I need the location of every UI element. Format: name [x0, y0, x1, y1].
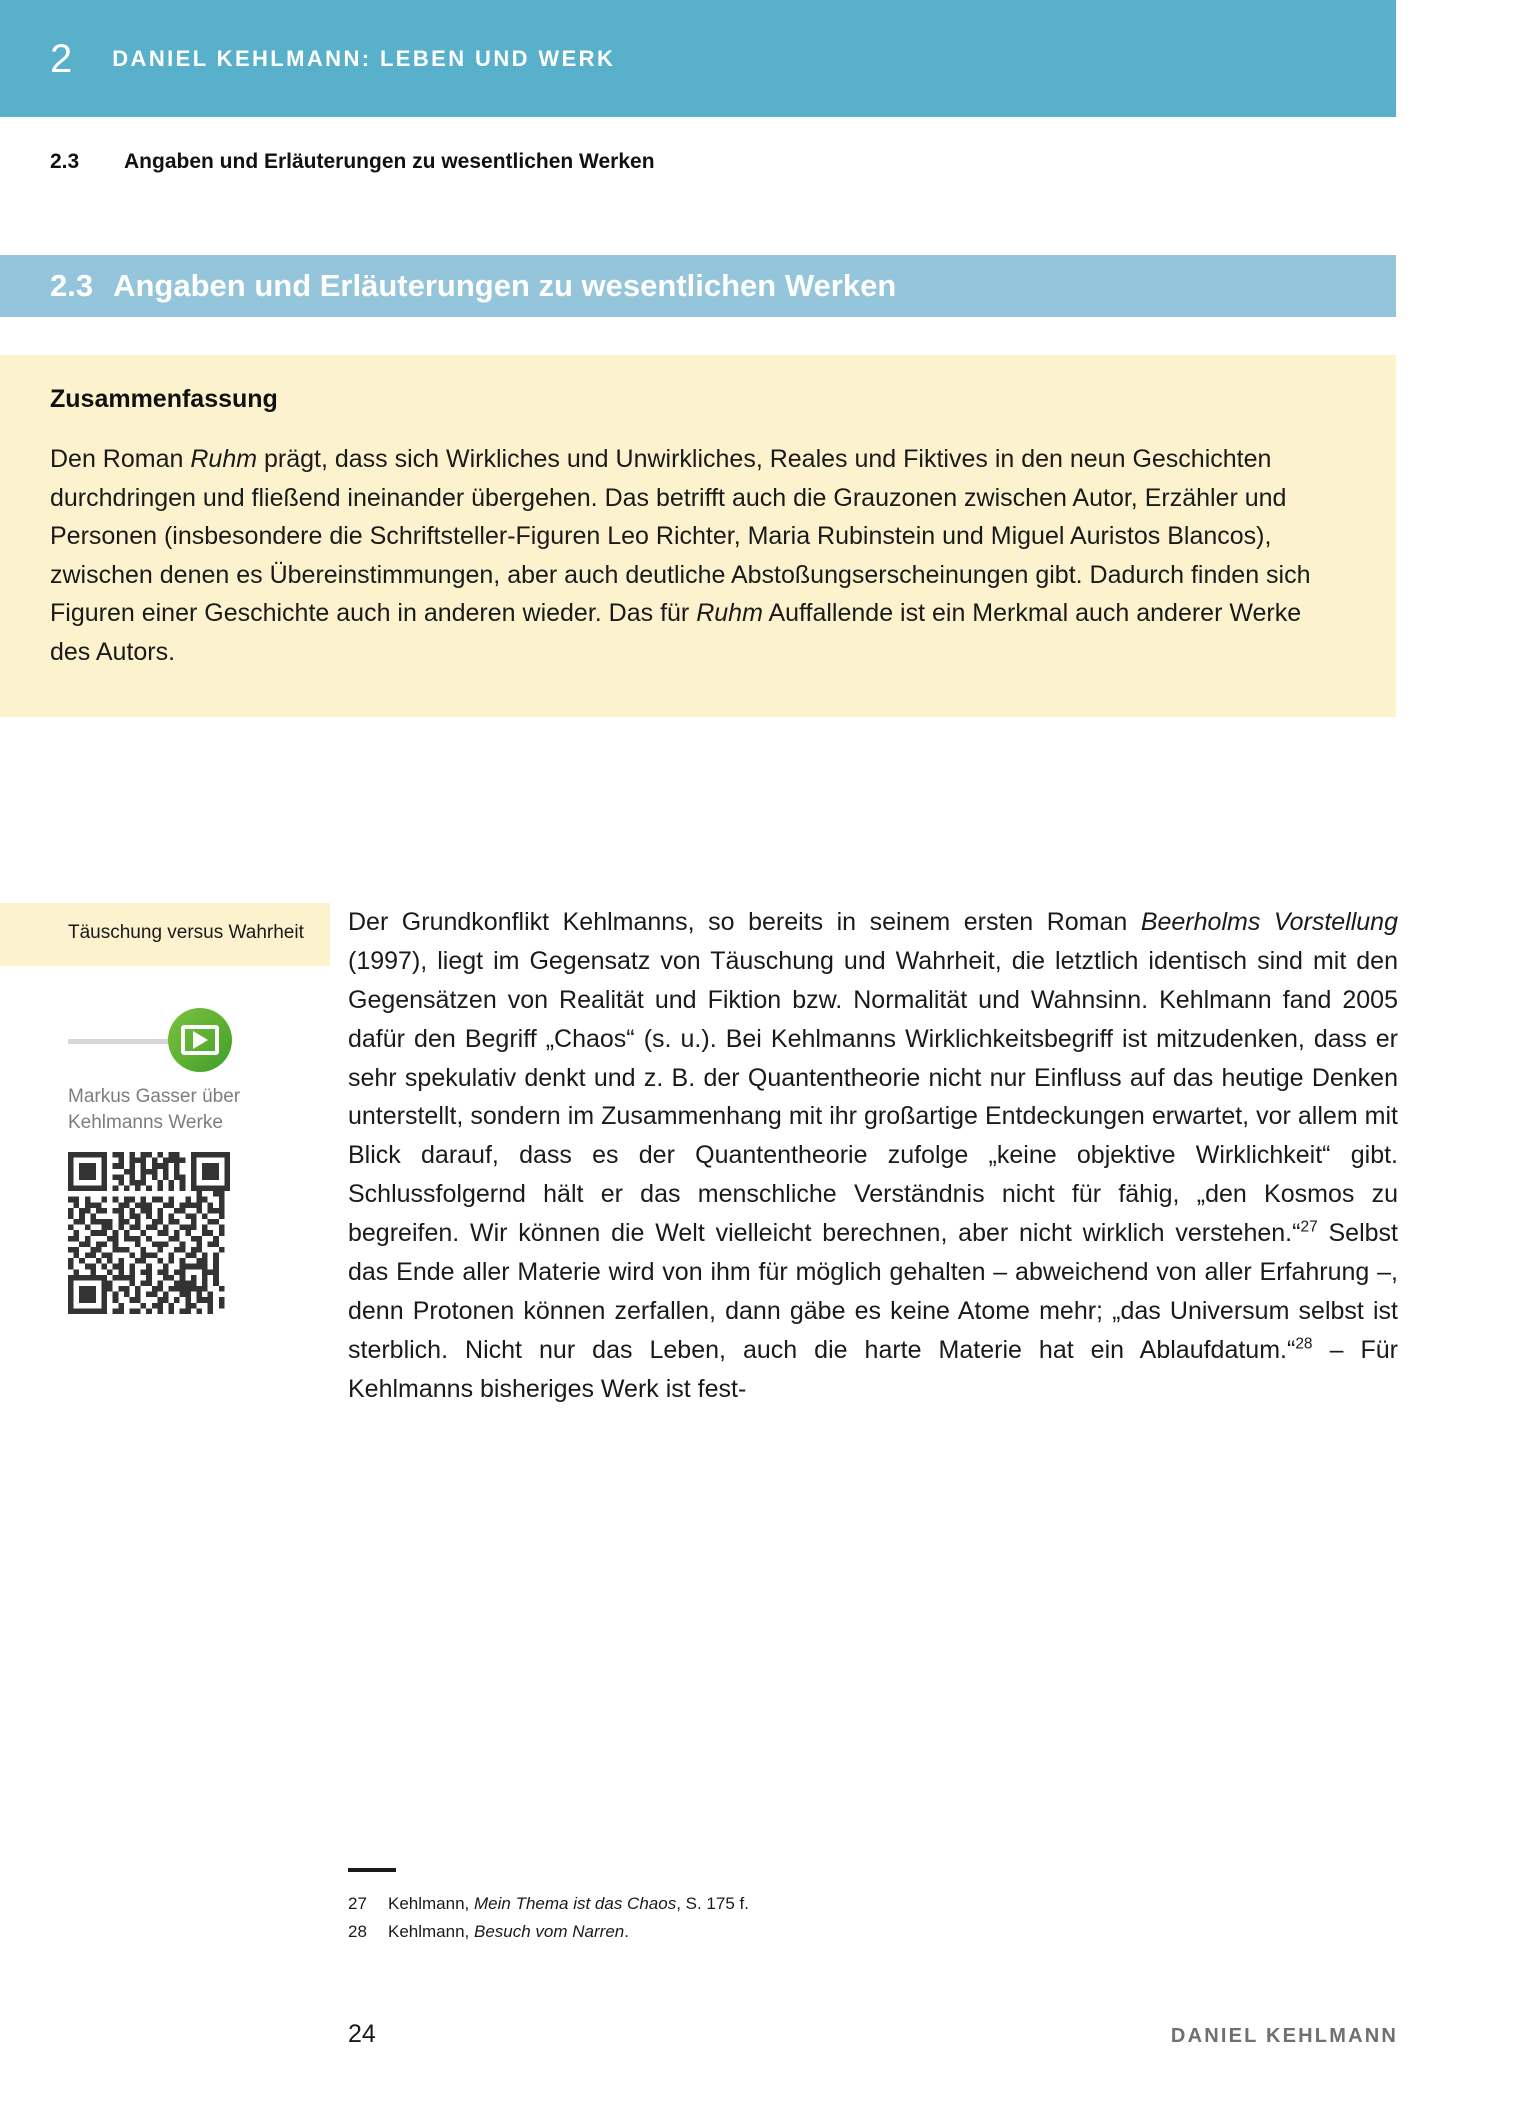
- summary-heading: Zusammenfassung: [50, 385, 278, 413]
- chapter-number: 2: [50, 36, 73, 81]
- video-play-icon[interactable]: [168, 1008, 232, 1072]
- footnote-number: 28: [348, 1921, 367, 1941]
- chapter-title: DANIEL KEHLMANN: LEBEN UND WERK: [112, 45, 616, 71]
- margin-note: Täuschung versus Wahrheit: [0, 903, 330, 966]
- section-title-band: [0, 255, 1396, 317]
- chapter-running-head: [0, 0, 1396, 117]
- footnote-area: [348, 1868, 1398, 1945]
- play-triangle-shape: [193, 1031, 208, 1049]
- footnote-text: Kehlmann, Besuch vom Narren.: [388, 1921, 629, 1941]
- page-number: 24: [348, 2020, 376, 2048]
- body-column: [348, 903, 1398, 1408]
- footnote-number: 27: [348, 1894, 367, 1913]
- breadcrumb-text: Angaben und Erläuterungen zu wesentlichen Werken: [124, 150, 655, 173]
- margin-column: [0, 903, 330, 1314]
- qr-code[interactable]: [68, 1152, 230, 1314]
- section-title: Angaben und Erläuterungen zu wesentlichen Werken: [113, 268, 897, 303]
- summary-paragraph: Den Roman Ruhm prägt, dass sich Wirkliches und Unwirkliches, Reales und Fiktives in den neun Geschichten durchdringen und fließend ineinander übergehen. Das betrifft auch die Grauzonen zwischen Autor, Erzähler und Personen (insbesondere die Schriftsteller-Figuren Leo Richter, Maria Rubinstein und Miguel Auristos Blancos), zwischen denen es Übereinstimmungen, aber auch deutliche Abstoßungserscheinungen gibt. Dadurch finden sich Figuren einer Geschichte auch in anderen wieder. Das für Ruhm Auffallende ist ein Merkmal auch anderer Werke des Autors.: [50, 445, 1311, 666]
- summary-box: [0, 355, 1396, 717]
- running-foot-title: DANIEL KEHLMANN: [1170, 2025, 1398, 2047]
- media-link-row[interactable]: [0, 1008, 330, 1072]
- footnote-text: Kehlmann, Mein Thema ist das Chaos, S. 175 f.: [388, 1894, 749, 1913]
- footnote-item: [348, 1918, 1398, 1946]
- footnote-item: [348, 1890, 1398, 1918]
- breadcrumb-number: 2.3: [50, 150, 80, 173]
- page-footer: [348, 2020, 1398, 2049]
- body-paragraph: Der Grundkonflikt Kehlmanns, so bereits in seinem ersten Roman Beerholms Vorstellung (1997), liegt im Gegensatz von Täuschung und Wahrheit, die letztlich identisch sind mit den Gegensätzen von Realität und Fiktion bzw. Normalität und Wahnsinn. Kehlmann fand 2005 dafür den Begriff „Chaos“ (s. u.). Bei Kehlmanns Wirklichkeitsbegriff ist mitzudenken, dass er sehr spekulativ denkt und z. B. der Quantentheorie nicht nur Einfluss auf das heutige Denken unterstellt, sondern im Zusammenhang mit ihr großartige Entdeckungen erwartet, vor allem mit Blick darauf, dass es der Quantentheorie zufolge „keine objektive Wirklichkeit“ gibt. Schlussfolgernd hält er das menschliche Verständnis nicht für fähig, „den Kosmos zu begreifen. Wir können die Welt vielleicht berechnen, aber nicht wirklich verstehen.“$^{27}$ Selbst das Ende aller Materie wird von ihm für möglich gehalten – abweichend von aller Erfahrung –, denn Protonen können zerfallen, dann gäbe es keine Atome mehr; „das Universum selbst ist sterblich. Nicht nur das Leben, auch die harte Materie hat ein Ablaufdatum.“$^{28}$ – Für Kehlmanns bisheriges Werk ist fest-: [348, 908, 1398, 1403]
- section-number: 2.3: [50, 268, 94, 303]
- footnote-rule: [348, 1868, 396, 1872]
- footnote-list: [348, 1890, 1398, 1945]
- breadcrumb: [50, 150, 655, 174]
- media-caption: Markus Gasser über Kehlmanns Werke: [68, 1086, 241, 1134]
